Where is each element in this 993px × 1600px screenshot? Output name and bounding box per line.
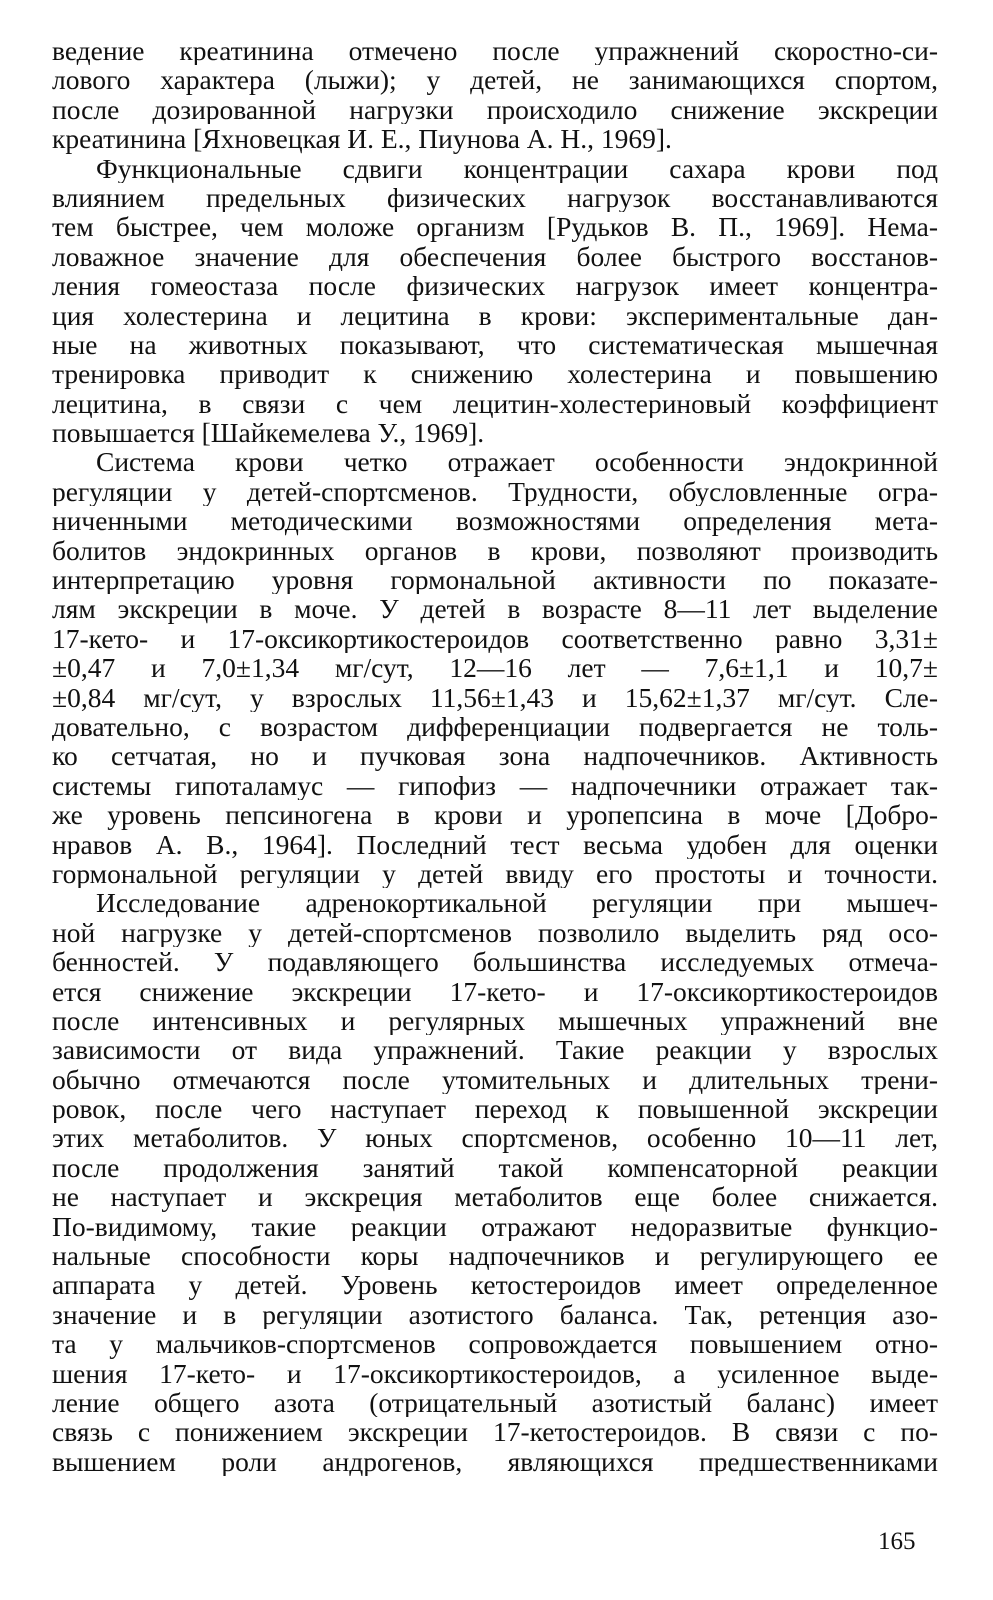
- text-line: нравов А. В., 1964]. Последний тест весьма удобен для оценки: [52, 829, 938, 859]
- text-line: та у мальчиков-спортсменов сопровождается повышением отно-: [52, 1329, 938, 1359]
- text-line: обычно отмечаются после утомительных и длительных трени-: [52, 1064, 938, 1095]
- text-line: гормональной регуляции у детей ввиду его простоты и точности.: [52, 858, 938, 889]
- paragraph-1: [52, 36, 938, 154]
- text-line: Система крови четко отражает особенности эндокринной: [96, 447, 938, 477]
- text-line: По-видимому, такие реакции отражают недоразвитые функцио-: [52, 1211, 938, 1242]
- text-line: ется снижение экскреции 17-кето- и 17-оксикортикостероидов: [52, 976, 938, 1006]
- text-line: значение и в регуляции азотистого баланса. Так, ретенция азо-: [52, 1299, 938, 1330]
- text-line: влиянием предельных физических нагрузок восстанавливаются: [52, 182, 938, 213]
- text-line: ровок, после чего наступает переход к повышенной экскреции: [52, 1094, 938, 1124]
- text-line: вышением роли андрогенов, являющихся предшественниками: [52, 1446, 938, 1477]
- text-line: креатинина [Яхновецкая И. Е., Пиунова А. Н., 1969].: [52, 124, 672, 154]
- text-line: болитов эндокринных органов в крови, позволяют производить: [52, 535, 938, 566]
- text-line: ловажное значение для обеспечения более быстрого восстанов-: [52, 241, 938, 272]
- text-line: ления гомеостаза после физических нагрузок имеет концентра-: [52, 271, 938, 301]
- page-body: [52, 36, 938, 1476]
- page-number: 165: [878, 1528, 916, 1555]
- text-line: ные на животных показывают, что систематическая мышечная: [52, 329, 938, 360]
- text-line: 17-кето- и 17-оксикортикостероидов соответственно равно 3,31±: [52, 623, 938, 654]
- text-line: Функциональные сдвиги концентрации сахара крови под: [96, 153, 938, 183]
- text-line: регуляции у детей-спортсменов. Трудности, обусловленные огра-: [52, 476, 938, 507]
- text-line: системы гипоталамус — гипофиз — надпочечники отражает так-: [52, 770, 938, 801]
- paragraph-3: [52, 447, 938, 888]
- text-line: зависимости от вида упражнений. Такие реакции у взрослых: [52, 1035, 938, 1065]
- text-line: довательно, с возрастом дифференциации подвергается не толь-: [52, 711, 938, 742]
- text-line: после дозированной нагрузки происходило снижение экскреции: [52, 94, 938, 125]
- text-line: повышается [Шайкемелева У., 1969].: [52, 418, 485, 448]
- text-line: нальные способности коры надпочечников и регулирующего ее: [52, 1241, 938, 1271]
- text-line: не наступает и экскреция метаболитов еще более снижается.: [52, 1182, 938, 1212]
- paragraph-4: [52, 888, 938, 1476]
- text-line: ко сетчатая, но и пучковая зона надпочечников. Активность: [52, 741, 938, 771]
- text-line: тренировка приводит к снижению холестерина и повышению: [52, 359, 938, 389]
- text-line: аппарата у детей. Уровень кетостероидов имеет определенное: [52, 1270, 938, 1300]
- text-line: бенностей. У подавляющего большинства исследуемых отмеча-: [52, 947, 938, 977]
- text-line: лям экскреции в моче. У детей в возрасте 8—11 лет выделение: [52, 594, 938, 624]
- text-line: шения 17-кето- и 17-оксикортикостероидов, а усиленное выде-: [52, 1358, 938, 1388]
- text-line: интерпретацию уровня гормональной активности по показате-: [52, 565, 938, 595]
- text-line: ведение креатинина отмечено после упражнений скоростно-си-: [52, 36, 938, 66]
- text-line: же уровень пепсиногена в крови и уропепсина в моче [Добро-: [52, 800, 938, 830]
- text-line: после интенсивных и регулярных мышечных упражнений вне: [52, 1005, 938, 1036]
- paragraph-2: [52, 154, 938, 448]
- text-line: связь с понижением экскреции 17-кетостероидов. В связи с по-: [52, 1417, 938, 1447]
- text-line: лового характера (лыжи); у детей, не занимающихся спортом,: [52, 65, 938, 95]
- text-line: ной нагрузке у детей-спортсменов позволило выделить ряд осо-: [52, 917, 938, 948]
- text-line: ление общего азота (отрицательный азотистый баланс) имеет: [52, 1387, 938, 1418]
- text-line: после продолжения занятий такой компенсаторной реакции: [52, 1152, 938, 1183]
- text-line: лецитина, в связи с чем лецитин-холестериновый коэффициент: [52, 388, 938, 419]
- text-line: ниченными методическими возможностями определения мета-: [52, 506, 938, 536]
- text-line: ±0,84 мг/сут, у взрослых 11,56±1,43 и 15,62±1,37 мг/сут. Сле-: [52, 682, 938, 712]
- text-line: ±0,47 и 7,0±1,34 мг/сут, 12—16 лет — 7,6±1,1 и 10,7±: [52, 653, 938, 683]
- text-line: ция холестерина и лецитина в крови: экспериментальные дан-: [52, 300, 938, 330]
- text-line: этих метаболитов. У юных спортсменов, особенно 10—11 лет,: [52, 1123, 938, 1153]
- text-line: Исследование адренокортикальной регуляции при мышеч-: [96, 888, 938, 918]
- text-line: тем быстрее, чем моложе организм [Рудьков В. П., 1969]. Нема-: [52, 212, 938, 242]
